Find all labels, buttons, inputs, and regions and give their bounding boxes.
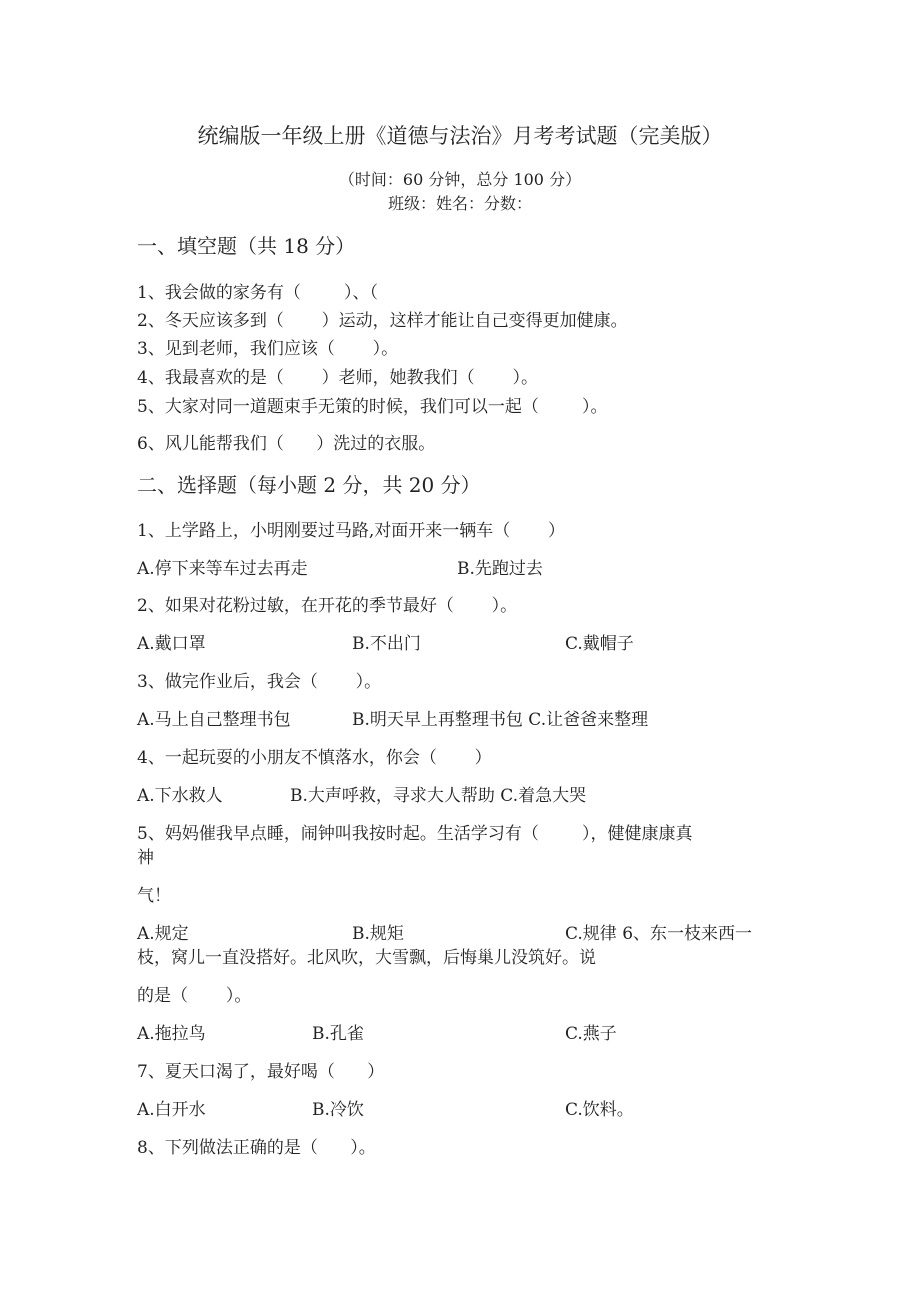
choice-question-6-line-1: 枝，窝儿一直没搭好。北风吹，大雪飘，后悔巢儿没筑好。说 xyxy=(137,948,596,968)
choice-7-option-a: A.白开水 xyxy=(137,1100,206,1120)
fill-question-6: 6、风儿能帮我们（ ）洗过的衣服。 xyxy=(137,434,436,454)
section-choice-heading: 二、选择题（每小题 2 分，共 20 分） xyxy=(137,473,481,497)
student-info: 班级：姓名：分数： xyxy=(387,194,532,213)
choice-3-option-a: A.马上自己整理书包 xyxy=(137,710,291,730)
choice-4-option-b-c: B.大声呼救，寻求大人帮助 C.着急大哭 xyxy=(290,786,587,806)
choice-question-4: 4、一起玩耍的小朋友不慎落水，你会（ ） xyxy=(137,748,492,768)
choice-question-8: 8、下列做法正确的是（ ）。 xyxy=(137,1138,376,1158)
fill-question-5: 5、大家对同一道题束手无策的时候，我们可以一起（ ）。 xyxy=(137,397,608,417)
choice-2-option-b: B.不出门 xyxy=(352,634,421,654)
fill-question-1: 1、我会做的家务有（ ）、（ xyxy=(137,283,379,303)
choice-question-2: 2、如果对花粉过敏，在开花的季节最好（ ）。 xyxy=(137,596,518,616)
choice-5-option-c-and-question-6: C.规律 6、东一枝来西一 xyxy=(565,924,753,944)
choice-7-option-b: B.冷饮 xyxy=(312,1100,364,1120)
choice-7-option-c: C.饮料。 xyxy=(565,1100,634,1120)
choice-6-option-a: A.拖拉鸟 xyxy=(137,1024,206,1044)
choice-question-3: 3、做完作业后，我会（ ）。 xyxy=(137,672,382,692)
choice-question-5-line-3: 气！ xyxy=(137,886,171,906)
choice-1-option-a: A.停下来等车过去再走 xyxy=(137,559,308,579)
choice-question-1: 1、上学路上，小明刚要过马路,对面开来一辆车（ ） xyxy=(137,521,566,541)
choice-6-option-b: B.孔雀 xyxy=(312,1024,364,1044)
choice-3-option-b-c: B.明天早上再整理书包 C.让爸爸来整理 xyxy=(352,710,649,730)
time-info: （时间：60 分钟，总分 100 分） xyxy=(338,170,582,189)
page-title: 统编版一年级上册《道德与法治》月考考试题（完美版） xyxy=(197,124,723,148)
choice-2-option-a: A.戴口罩 xyxy=(137,634,206,654)
choice-question-5-line-1: 5、妈妈催我早点睡，闹钟叫我按时起。生活学习有（ ），健健康康真 xyxy=(137,824,693,844)
choice-4-option-a: A.下水救人 xyxy=(137,786,223,806)
choice-question-7: 7、夏天口渴了，最好喝（ ） xyxy=(137,1062,385,1082)
choice-question-6-line-2: 的是（ ）。 xyxy=(137,986,252,1006)
fill-question-3: 3、见到老师，我们应该（ ）。 xyxy=(137,339,399,359)
choice-2-option-c: C.戴帽子 xyxy=(565,634,634,654)
section-fill-blank-heading: 一、填空题（共 18 分） xyxy=(137,234,356,258)
choice-6-option-c: C.燕子 xyxy=(565,1024,617,1044)
choice-5-option-b: B.规矩 xyxy=(352,924,404,944)
choice-1-option-b: B.先跑过去 xyxy=(457,559,543,579)
choice-5-option-a: A.规定 xyxy=(137,924,189,944)
fill-question-4: 4、我最喜欢的是（ ）老师，她教我们（ ）。 xyxy=(137,368,538,388)
fill-question-2: 2、冬天应该多到（ ）运动，这样才能让自己变得更加健康。 xyxy=(137,311,628,331)
choice-question-5-line-2: 神 xyxy=(137,848,154,868)
